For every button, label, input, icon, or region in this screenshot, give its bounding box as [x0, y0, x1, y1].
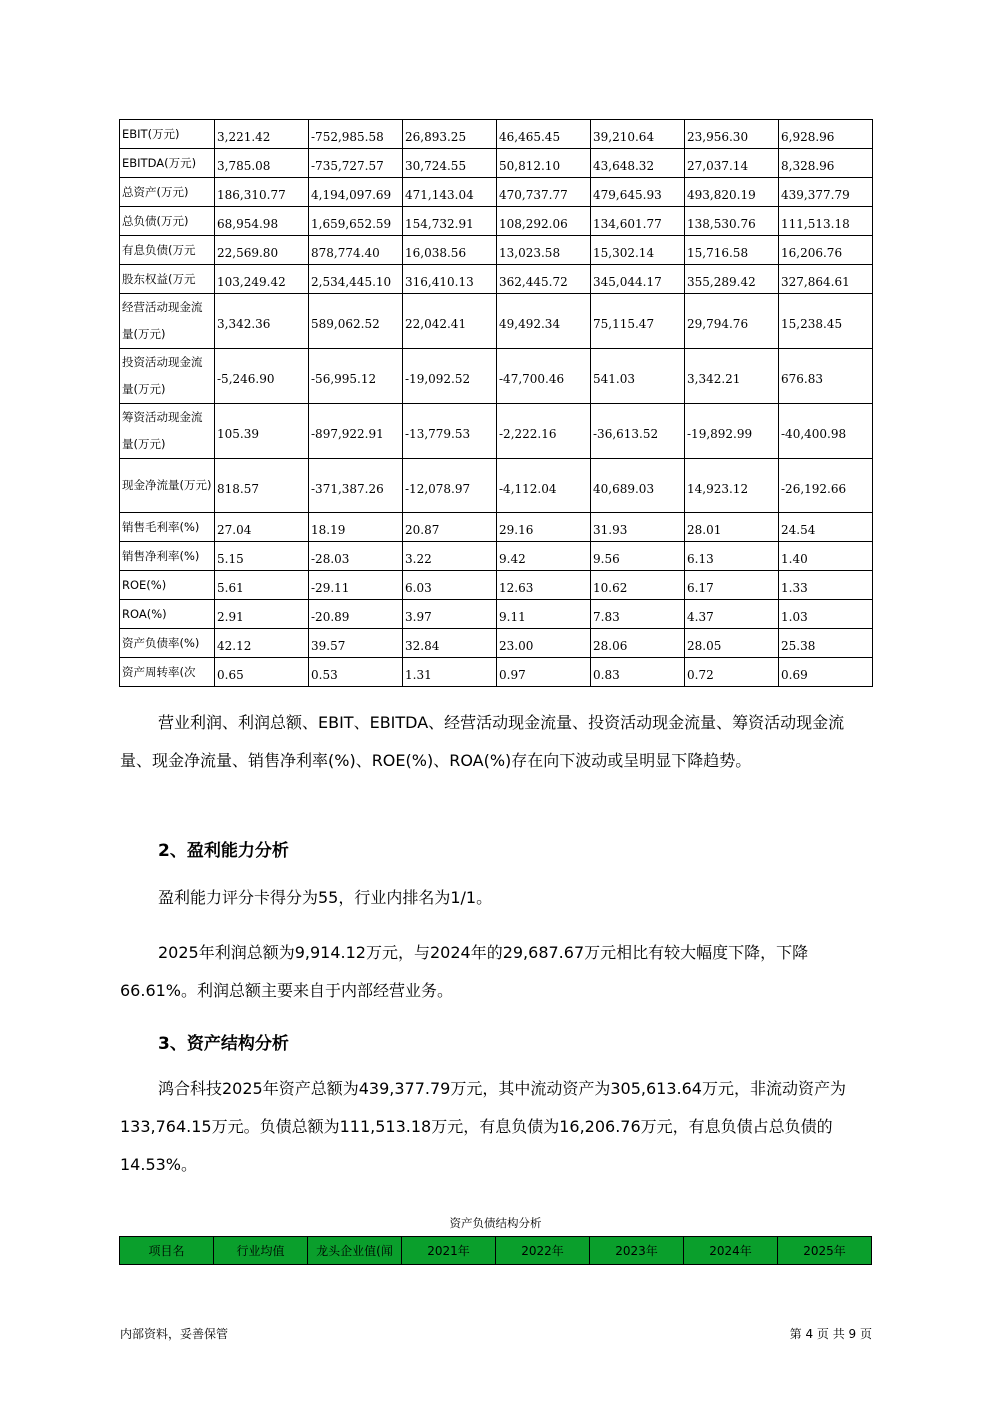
asset-liability-structure-table: [119, 1236, 872, 1265]
table-row: [120, 542, 873, 571]
table-row: [120, 149, 873, 178]
column-header: 龙头企业值(闻: [308, 1237, 402, 1265]
table-cell: 29.16: [497, 513, 591, 542]
table-cell: 28.01: [685, 513, 779, 542]
table-cell: -19,892.99: [685, 404, 779, 459]
row-label: EBIT(万元): [120, 120, 215, 149]
table-cell: 5.61: [215, 571, 309, 600]
table-cell: 9.56: [591, 542, 685, 571]
table-cell: 0.97: [497, 658, 591, 687]
table-cell: 6.03: [403, 571, 497, 600]
table-cell: 470,737.77: [497, 178, 591, 207]
table-row: [120, 404, 873, 459]
table-cell: 2,534,445.10: [309, 265, 403, 294]
table-row: [120, 513, 873, 542]
table-cell: 39.57: [309, 629, 403, 658]
table-cell: 134,601.77: [591, 207, 685, 236]
table-cell: 0.65: [215, 658, 309, 687]
column-header: 项目名: [120, 1237, 214, 1265]
table-cell: 111,513.18: [779, 207, 873, 236]
table-cell: 676.83: [779, 349, 873, 404]
table-cell: 15,302.14: [591, 236, 685, 265]
table-cell: 878,774.40: [309, 236, 403, 265]
table-row: [120, 349, 873, 404]
table-row: [120, 120, 873, 149]
table-cell: 14,923.12: [685, 459, 779, 513]
table-cell: 4.37: [685, 600, 779, 629]
table-cell: 50,812.10: [497, 149, 591, 178]
table-cell: 27.04: [215, 513, 309, 542]
row-label: 经营活动现金流量(万元): [120, 294, 215, 349]
table-row: [120, 236, 873, 265]
row-label: 股东权益(万元: [120, 265, 215, 294]
table-cell: 108,292.06: [497, 207, 591, 236]
table-cell: 43,648.32: [591, 149, 685, 178]
table-cell: 16,206.76: [779, 236, 873, 265]
table-cell: -5,246.90: [215, 349, 309, 404]
row-label: 投资活动现金流量(万元): [120, 349, 215, 404]
table-row: [120, 629, 873, 658]
table-cell: -40,400.98: [779, 404, 873, 459]
table-cell: 0.72: [685, 658, 779, 687]
table-cell: 9.42: [497, 542, 591, 571]
table-cell: 103,249.42: [215, 265, 309, 294]
row-label: 总负债(万元): [120, 207, 215, 236]
table-cell: -26,192.66: [779, 459, 873, 513]
table-row: [120, 459, 873, 513]
table-cell: 10.62: [591, 571, 685, 600]
table-cell: 355,289.42: [685, 265, 779, 294]
table-cell: -28.03: [309, 542, 403, 571]
table-cell: -735,727.57: [309, 149, 403, 178]
table-cell: 479,645.93: [591, 178, 685, 207]
table-cell: 68,954.98: [215, 207, 309, 236]
table-cell: 16,038.56: [403, 236, 497, 265]
table-cell: 1.33: [779, 571, 873, 600]
table-cell: 32.84: [403, 629, 497, 658]
table-cell: 23.00: [497, 629, 591, 658]
table-cell: 0.53: [309, 658, 403, 687]
table-cell: 18.19: [309, 513, 403, 542]
table-cell: -13,779.53: [403, 404, 497, 459]
row-label: ROA(%): [120, 600, 215, 629]
table-cell: 49,492.34: [497, 294, 591, 349]
table-cell: 154,732.91: [403, 207, 497, 236]
table-cell: 316,410.13: [403, 265, 497, 294]
table-cell: 3,342.36: [215, 294, 309, 349]
table-cell: 25.38: [779, 629, 873, 658]
table-cell: 22,042.41: [403, 294, 497, 349]
table-cell: 5.15: [215, 542, 309, 571]
table-cell: 138,530.76: [685, 207, 779, 236]
table-cell: 24.54: [779, 513, 873, 542]
table-row: [120, 207, 873, 236]
table-cell: 362,445.72: [497, 265, 591, 294]
table-cell: 29,794.76: [685, 294, 779, 349]
section-heading-asset-structure: 3、资产结构分析: [158, 1034, 289, 1054]
table-cell: 12.63: [497, 571, 591, 600]
table-cell: 818.57: [215, 459, 309, 513]
table-cell: 42.12: [215, 629, 309, 658]
table-cell: -2,222.16: [497, 404, 591, 459]
table-cell: 1.40: [779, 542, 873, 571]
table-cell: 27,037.14: [685, 149, 779, 178]
table-cell: 6,928.96: [779, 120, 873, 149]
row-label: 资产负债率(%): [120, 629, 215, 658]
table-cell: 15,238.45: [779, 294, 873, 349]
table-cell: 0.83: [591, 658, 685, 687]
table-cell: 13,023.58: [497, 236, 591, 265]
table-cell: 105.39: [215, 404, 309, 459]
row-label: 总资产(万元): [120, 178, 215, 207]
section-heading-profitability: 2、盈利能力分析: [158, 841, 289, 861]
table-cell: 31.93: [591, 513, 685, 542]
table-cell: 39,210.64: [591, 120, 685, 149]
table-cell: 1,659,652.59: [309, 207, 403, 236]
column-header: 2021年: [402, 1237, 496, 1265]
table-cell: 23,956.30: [685, 120, 779, 149]
table-cell: 186,310.77: [215, 178, 309, 207]
table-cell: 1.31: [403, 658, 497, 687]
table-cell: 2.91: [215, 600, 309, 629]
table-row: [120, 294, 873, 349]
table-cell: 589,062.52: [309, 294, 403, 349]
table-cell: -29.11: [309, 571, 403, 600]
table-cell: -20.89: [309, 600, 403, 629]
row-label: 有息负债(万元: [120, 236, 215, 265]
column-header: 2024年: [684, 1237, 778, 1265]
table-cell: 22,569.80: [215, 236, 309, 265]
table-row: [120, 600, 873, 629]
table-cell: 1.03: [779, 600, 873, 629]
table-cell: 46,465.45: [497, 120, 591, 149]
row-label: ROE(%): [120, 571, 215, 600]
table-cell: 15,716.58: [685, 236, 779, 265]
row-label: 销售净利率(%): [120, 542, 215, 571]
row-label: 现金净流量(万元): [120, 459, 215, 513]
table-cell: 26,893.25: [403, 120, 497, 149]
table-cell: 6.17: [685, 571, 779, 600]
table-cell: -56,995.12: [309, 349, 403, 404]
table-cell: 3.97: [403, 600, 497, 629]
column-header: 2023年: [590, 1237, 684, 1265]
table-row: [120, 658, 873, 687]
table-cell: 40,689.03: [591, 459, 685, 513]
financial-indicator-table: [119, 119, 873, 687]
table-cell: 0.69: [779, 658, 873, 687]
table-cell: -47,700.46: [497, 349, 591, 404]
table-cell: -36,613.52: [591, 404, 685, 459]
table-cell: -371,387.26: [309, 459, 403, 513]
table-cell: 6.13: [685, 542, 779, 571]
table-cell: 345,044.17: [591, 265, 685, 294]
table-cell: 28.06: [591, 629, 685, 658]
table-row: [120, 178, 873, 207]
profitability-score-paragraph: 盈利能力评分卡得分为55，行业内排名为1/1。: [158, 888, 493, 907]
column-header: 2025年: [778, 1237, 872, 1265]
footer-page-number: 第 4 页 共 9 页: [789, 1327, 872, 1341]
table-cell: 28.05: [685, 629, 779, 658]
row-label: 销售毛利率(%): [120, 513, 215, 542]
table-cell: 7.83: [591, 600, 685, 629]
table-cell: -12,078.97: [403, 459, 497, 513]
footer-confidential-note: 内部资料，妥善保管: [120, 1327, 229, 1341]
table-cell: 3,221.42: [215, 120, 309, 149]
table-cell: -752,985.58: [309, 120, 403, 149]
table-cell: 8,328.96: [779, 149, 873, 178]
table-cell: -4,112.04: [497, 459, 591, 513]
table-cell: 541.03: [591, 349, 685, 404]
profit-total-paragraph: 2025年利润总额为9,914.12万元，与2024年的29,687.67万元相比有较大幅度下降，下降66.61%。利润总额主要来自于内部经营业务。: [120, 943, 809, 1000]
column-header: 2022年: [496, 1237, 590, 1265]
row-label: EBITDA(万元): [120, 149, 215, 178]
table-cell: 471,143.04: [403, 178, 497, 207]
table-cell: 439,377.79: [779, 178, 873, 207]
table-cell: 20.87: [403, 513, 497, 542]
table-cell: 4,194,097.69: [309, 178, 403, 207]
table-row: [120, 571, 873, 600]
asset-structure-paragraph: 鸿合科技2025年资产总额为439,377.79万元，其中流动资产为305,613.64万元，非流动资产为133,764.15万元。负债总额为111,513.18万元，有息负债为16,206.76万元，有息负债占总负债的14.53%。: [120, 1079, 846, 1174]
table-cell: 30,724.55: [403, 149, 497, 178]
trend-paragraph: 营业利润、利润总额、EBIT、EBITDA、经营活动现金流量、投资活动现金流量、筹资活动现金流量、现金净流量、销售净利率(%)、ROE(%)、ROA(%)存在向下波动或呈明显下降趋势。: [120, 713, 845, 770]
table-cell: -19,092.52: [403, 349, 497, 404]
structure-table-caption: 资产负债结构分析: [449, 1216, 542, 1230]
table-cell: -897,922.91: [309, 404, 403, 459]
table-cell: 3.22: [403, 542, 497, 571]
table-cell: 9.11: [497, 600, 591, 629]
table-cell: 3,342.21: [685, 349, 779, 404]
table-cell: 493,820.19: [685, 178, 779, 207]
row-label: 资产周转率(次: [120, 658, 215, 687]
table-cell: 3,785.08: [215, 149, 309, 178]
row-label: 筹资活动现金流量(万元): [120, 404, 215, 459]
table-cell: 75,115.47: [591, 294, 685, 349]
table-cell: 327,864.61: [779, 265, 873, 294]
table-row: [120, 265, 873, 294]
table-header-row: [120, 1237, 872, 1265]
column-header: 行业均值: [214, 1237, 308, 1265]
